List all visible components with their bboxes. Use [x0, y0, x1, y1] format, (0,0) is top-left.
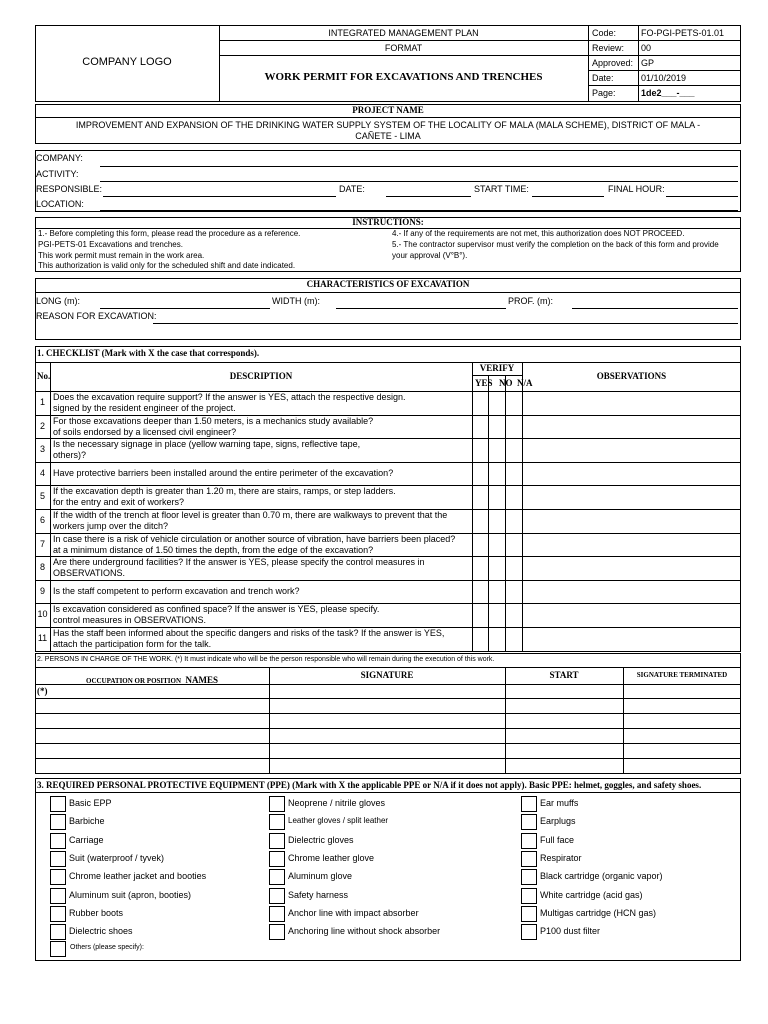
form-title: WORK PERMIT FOR EXCAVATIONS AND TRENCHES: [264, 71, 543, 83]
meta-code-label: Code:: [592, 28, 617, 38]
instruction-5: 5.- The contractor supervisor must verify the completion on the back of this form and provide: [392, 240, 719, 249]
ppe-item-label: Multigas cartridge (HCN gas): [540, 908, 657, 918]
meta-review-label: Review:: [592, 43, 625, 53]
instruction-2: This work permit must remain in the work area.: [38, 251, 205, 260]
col-no: No.: [37, 371, 51, 381]
checklist-na-cell[interactable]: [505, 627, 522, 651]
checklist-item-number: 1: [39, 397, 45, 407]
checklist-yes-cell[interactable]: [472, 556, 488, 580]
instruction-4: 4.- If any of the requirements are not met, this authorization does NOT PROCEED.: [392, 229, 685, 238]
checklist-yes-cell[interactable]: [472, 509, 488, 533]
checklist-item-number: 9: [39, 586, 45, 596]
ppe-checkbox[interactable]: [269, 814, 285, 830]
date-label: DATE:: [339, 184, 365, 194]
checklist-observation-cell[interactable]: [522, 509, 741, 533]
meta-code-value: FO-PGI-PETS-01.01: [641, 28, 725, 38]
ppe-checkbox[interactable]: [50, 869, 66, 885]
instructions-heading: INSTRUCTIONS:: [352, 217, 424, 227]
ppe-checkbox[interactable]: [269, 851, 285, 867]
checklist-na-cell[interactable]: [505, 603, 522, 627]
checklist-no-cell[interactable]: [488, 533, 505, 557]
company-field[interactable]: [100, 166, 738, 167]
meta-approved-label: Approved:: [592, 58, 634, 68]
ppe-checkbox[interactable]: [50, 906, 66, 922]
ppe-item-label: Dielectric gloves: [288, 835, 354, 845]
ppe-item-label: Chrome leather jacket and booties: [69, 871, 207, 881]
ppe-checkbox[interactable]: [50, 814, 66, 830]
checklist-yes-cell[interactable]: [472, 485, 488, 509]
checklist-item-description: Are there underground facilities? If the answer is YES, please specify the control measures in: [53, 557, 425, 567]
checklist-yes-cell[interactable]: [472, 415, 488, 439]
ppe-item-label: Aluminum glove: [288, 871, 353, 881]
instruction-1b: PGI-PETS-01 Excavations and trenches.: [38, 240, 183, 249]
checklist-no-cell[interactable]: [488, 415, 505, 439]
checklist-no-cell[interactable]: [488, 485, 505, 509]
checklist-item-number: 11: [37, 633, 48, 643]
checklist-item-description: If the width of the trench at floor level is greater than 0.70 m, there are walkways to prevent that the: [53, 510, 448, 520]
ppe-checkbox[interactable]: [50, 888, 66, 904]
col-start: START: [549, 670, 579, 680]
start-time-label: START TIME:: [474, 184, 529, 194]
ppe-checkbox[interactable]: [269, 869, 285, 885]
ppe-others-checkbox[interactable]: [50, 941, 66, 957]
ppe-item-label: Chrome leather glove: [288, 853, 375, 863]
checklist-item-description: Has the staff been informed about the specific dangers and risks of the task? If the answer is YES,: [53, 628, 445, 638]
project-name-line2: CAÑETE - LIMA: [355, 131, 421, 141]
col-signature-terminated: SIGNATURE TERMINATED: [636, 671, 728, 679]
checklist-na-cell[interactable]: [505, 509, 522, 533]
checklist-item-description-cont: attach the participation form for the talk.: [53, 639, 212, 649]
checklist-item-description-cont: others)?: [53, 450, 87, 460]
checklist-observation-cell[interactable]: [522, 627, 741, 651]
checklist-yes-cell[interactable]: [472, 438, 488, 462]
project-heading: PROJECT NAME: [352, 105, 424, 115]
ppe-checkbox[interactable]: [50, 796, 66, 812]
checklist-na-cell[interactable]: [505, 580, 522, 604]
company-logo: COMPANY LOGO: [82, 56, 172, 68]
ppe-item-label: Safety harness: [288, 890, 349, 900]
checklist-observation-cell[interactable]: [522, 580, 741, 604]
checklist-item-description: Does the excavation require support? If the answer is YES, attach the respective design.: [53, 392, 406, 402]
checklist-yes-cell[interactable]: [472, 533, 488, 557]
checklist-na-cell[interactable]: [505, 415, 522, 439]
ppe-item-label: Leather gloves / split leather: [288, 816, 389, 825]
checklist-item-number: 3: [39, 444, 45, 454]
instruction-1: 1.- Before completing this form, please read the procedure as a reference.: [38, 229, 301, 238]
checklist-item-description: Is the necessary signage in place (yellow warning tape, signs, reflective tape,: [53, 439, 361, 449]
col-description: DESCRIPTION: [229, 371, 293, 381]
ppe-checkbox[interactable]: [269, 833, 285, 849]
checklist-item-number: 4: [39, 468, 45, 478]
instruction-5b: your approval (V°B°).: [392, 251, 468, 260]
col-no-answer: NO: [499, 378, 513, 388]
checklist-item-number: 10: [37, 609, 48, 619]
ppe-checkbox[interactable]: [269, 924, 285, 940]
ppe-checkbox[interactable]: [269, 796, 285, 812]
ppe-checkbox[interactable]: [521, 796, 537, 812]
meta-approved-value: GP: [641, 58, 655, 68]
checklist-yes-cell[interactable]: [472, 627, 488, 651]
instruction-3: This authorization is valid only for the scheduled shift and date indicated.: [38, 261, 296, 270]
checklist-no-cell[interactable]: [488, 580, 505, 604]
ppe-item-label: Dielectric shoes: [69, 926, 133, 936]
checklist-observation-cell[interactable]: [522, 485, 741, 509]
checklist-item-description: For those excavations deeper than 1.50 meters, is a mechanics study available?: [53, 416, 374, 426]
prof-label: PROF. (m):: [508, 296, 553, 306]
checklist-item-description-cont: control measures in OBSERVATIONS.: [53, 615, 207, 625]
checklist-yes-cell[interactable]: [472, 391, 488, 415]
col-signature: SIGNATURE: [360, 670, 414, 680]
responsible-label: RESPONSIBLE:: [36, 184, 103, 194]
ppe-heading: 3. REQUIRED PERSONAL PROTECTIVE EQUIPMENT (PPE) (Mark with X the applicable PPE or N/A if it does not apply). Basic PPE: helmet, goggles, and safety shoes.: [37, 780, 702, 790]
ppe-item-label: Earplugs: [540, 816, 576, 826]
checklist-yes-cell[interactable]: [472, 580, 488, 604]
ppe-item-label: Barbiche: [69, 816, 105, 826]
ppe-checkbox[interactable]: [521, 833, 537, 849]
checklist-item-description-cont: signed by the resident engineer of the project.: [53, 403, 236, 413]
long-label: LONG (m):: [36, 296, 80, 306]
meta-page-value: 1de2___-___: [641, 88, 695, 98]
ppe-item-label: Ear muffs: [540, 798, 579, 808]
ppe-checkbox[interactable]: [269, 888, 285, 904]
ppe-checkbox[interactable]: [521, 851, 537, 867]
checklist-observation-cell[interactable]: [522, 438, 741, 462]
checklist-observation-cell[interactable]: [522, 462, 741, 486]
checklist-observation-cell[interactable]: [522, 533, 741, 557]
reason-field[interactable]: [153, 323, 738, 324]
ppe-checkbox[interactable]: [50, 924, 66, 940]
start-time-field[interactable]: [532, 196, 604, 197]
location-field[interactable]: [100, 210, 738, 211]
col-na: N/A: [517, 378, 533, 388]
checklist-no-cell[interactable]: [488, 556, 505, 580]
ppe-checkbox[interactable]: [269, 906, 285, 922]
checklist-na-cell[interactable]: [505, 556, 522, 580]
checklist-no-cell[interactable]: [488, 438, 505, 462]
checklist-item-number: 5: [39, 491, 45, 501]
checklist-item-number: 7: [39, 539, 45, 549]
checklist-na-cell[interactable]: [505, 438, 522, 462]
checklist-item-description-cont: of soils endorsed by a licensed civil engineer?: [53, 427, 237, 437]
ppe-others-label: Others (please specify):: [70, 944, 144, 951]
checklist-no-cell[interactable]: [488, 462, 505, 486]
checklist-no-cell[interactable]: [488, 603, 505, 627]
ppe-checkbox[interactable]: [50, 833, 66, 849]
checklist-observation-cell[interactable]: [522, 415, 741, 439]
col-occupation-header: [35, 670, 269, 688]
ppe-item-label: Full face: [540, 835, 575, 845]
activity-field[interactable]: [100, 181, 738, 182]
ppe-checkbox[interactable]: [521, 924, 537, 940]
col-yes: YES: [475, 378, 493, 388]
responsible-field[interactable]: [103, 196, 336, 197]
persons-heading: 2. PERSONS IN CHARGE OF THE WORK. (*) It must indicate who will be the person responsible who will remain during the execution of this work.: [37, 656, 495, 663]
checklist-observation-cell[interactable]: [522, 391, 741, 415]
final-hour-field[interactable]: [666, 196, 738, 197]
checklist-observation-cell[interactable]: [522, 603, 741, 627]
ppe-item-label: Aluminum suit (apron, booties): [69, 890, 192, 900]
ppe-item-label: Basic EPP: [69, 798, 112, 808]
checklist-item-number: 2: [39, 421, 45, 431]
ppe-checkbox[interactable]: [50, 851, 66, 867]
col-observations: OBSERVATIONS: [596, 371, 667, 381]
checklist-item-description: Have protective barriers been installed around the entire perimeter of the excavation?: [53, 468, 394, 478]
format-label: FORMAT: [384, 43, 423, 53]
checklist-item-description-cont: OBSERVATIONS.: [53, 568, 126, 578]
checklist-item-number: 8: [39, 562, 45, 572]
activity-label: ACTIVITY:: [36, 169, 79, 179]
meta-date-label: Date:: [592, 73, 614, 83]
checklist-na-cell[interactable]: [505, 485, 522, 509]
col-names: NAMES: [185, 675, 218, 685]
ppe-checkbox[interactable]: [521, 869, 537, 885]
plan-title: INTEGRATED MANAGEMENT PLAN: [328, 28, 479, 38]
prof-field[interactable]: [572, 308, 738, 309]
ppe-item-label: Black cartridge (organic vapor): [540, 871, 663, 881]
checklist-item-description: If the excavation depth is greater than 1.20 m, there are stairs, ramps, or step ladders.: [53, 486, 396, 496]
meta-review-value: 00: [641, 43, 652, 53]
checklist-na-cell[interactable]: [505, 462, 522, 486]
checklist-no-cell[interactable]: [488, 391, 505, 415]
ppe-checkbox[interactable]: [521, 906, 537, 922]
checklist-no-cell[interactable]: [488, 627, 505, 651]
ppe-item-label: Anchor line with impact absorber: [288, 908, 419, 918]
ppe-item-label: Rubber boots: [69, 908, 124, 918]
ppe-item-label: White cartridge (acid gas): [540, 890, 643, 900]
project-name-line1: IMPROVEMENT AND EXPANSION OF THE DRINKING WATER SUPPLY SYSTEM OF THE LOCALITY OF MALA (MALA SCHEME), DISTRICT OF MALA -: [75, 120, 701, 130]
checklist-no-cell[interactable]: [488, 509, 505, 533]
col-verify: VERIFY: [479, 363, 515, 373]
long-field[interactable]: [100, 308, 270, 309]
checklist-item-description: Is the staff competent to perform excavation and trench work?: [53, 586, 300, 596]
ppe-item-label: Suit (waterproof / tyvek): [69, 853, 165, 863]
checklist-item-description-cont: workers jump over the ditch?: [53, 521, 169, 531]
checklist-yes-cell[interactable]: [472, 603, 488, 627]
characteristics-heading: CHARACTERISTICS OF EXCAVATION: [306, 279, 470, 289]
checklist-observation-cell[interactable]: [522, 556, 741, 580]
checklist-item-description-cont: for the entry and exit of workers?: [53, 497, 185, 507]
checklist-yes-cell[interactable]: [472, 462, 488, 486]
col-occupation: OCCUPATION OR POSITION: [86, 677, 182, 685]
ppe-checkbox[interactable]: [521, 888, 537, 904]
ppe-item-label: Neoprene / nitrile gloves: [288, 798, 386, 808]
meta-date-value: 01/10/2019: [641, 73, 687, 83]
ppe-item-label: Anchoring line without shock absorber: [288, 926, 441, 936]
reason-label: REASON FOR EXCAVATION:: [36, 311, 157, 321]
final-hour-label: FINAL HOUR:: [608, 184, 665, 194]
meta-page-label: Page:: [592, 88, 616, 98]
ppe-item-label: Respirator: [540, 853, 582, 863]
checklist-item-description: In case there is a risk of vehicle circulation or another source of vibration, have barriers been placed?: [53, 534, 456, 544]
responsible-mark: (*): [37, 686, 48, 696]
ppe-item-label: Carriage: [69, 835, 104, 845]
checklist-na-cell[interactable]: [505, 533, 522, 557]
company-label: COMPANY:: [36, 153, 83, 163]
checklist-heading: 1. CHECKLIST (Mark with X the case that corresponds).: [37, 348, 260, 358]
location-label: LOCATION:: [36, 199, 84, 209]
checklist-item-number: 6: [39, 515, 45, 525]
width-label: WIDTH (m):: [272, 296, 320, 306]
width-field[interactable]: [336, 308, 506, 309]
ppe-item-label: P100 dust filter: [540, 926, 601, 936]
ppe-checkbox[interactable]: [521, 814, 537, 830]
checklist-item-description: Is excavation considered as confined space? If the answer is YES, please specify.: [53, 604, 380, 614]
checklist-item-description-cont: at a minimum distance of 1.50 times the depth, from the edge of the excavation?: [53, 545, 374, 555]
date-field[interactable]: [386, 196, 471, 197]
checklist-na-cell[interactable]: [505, 391, 522, 415]
